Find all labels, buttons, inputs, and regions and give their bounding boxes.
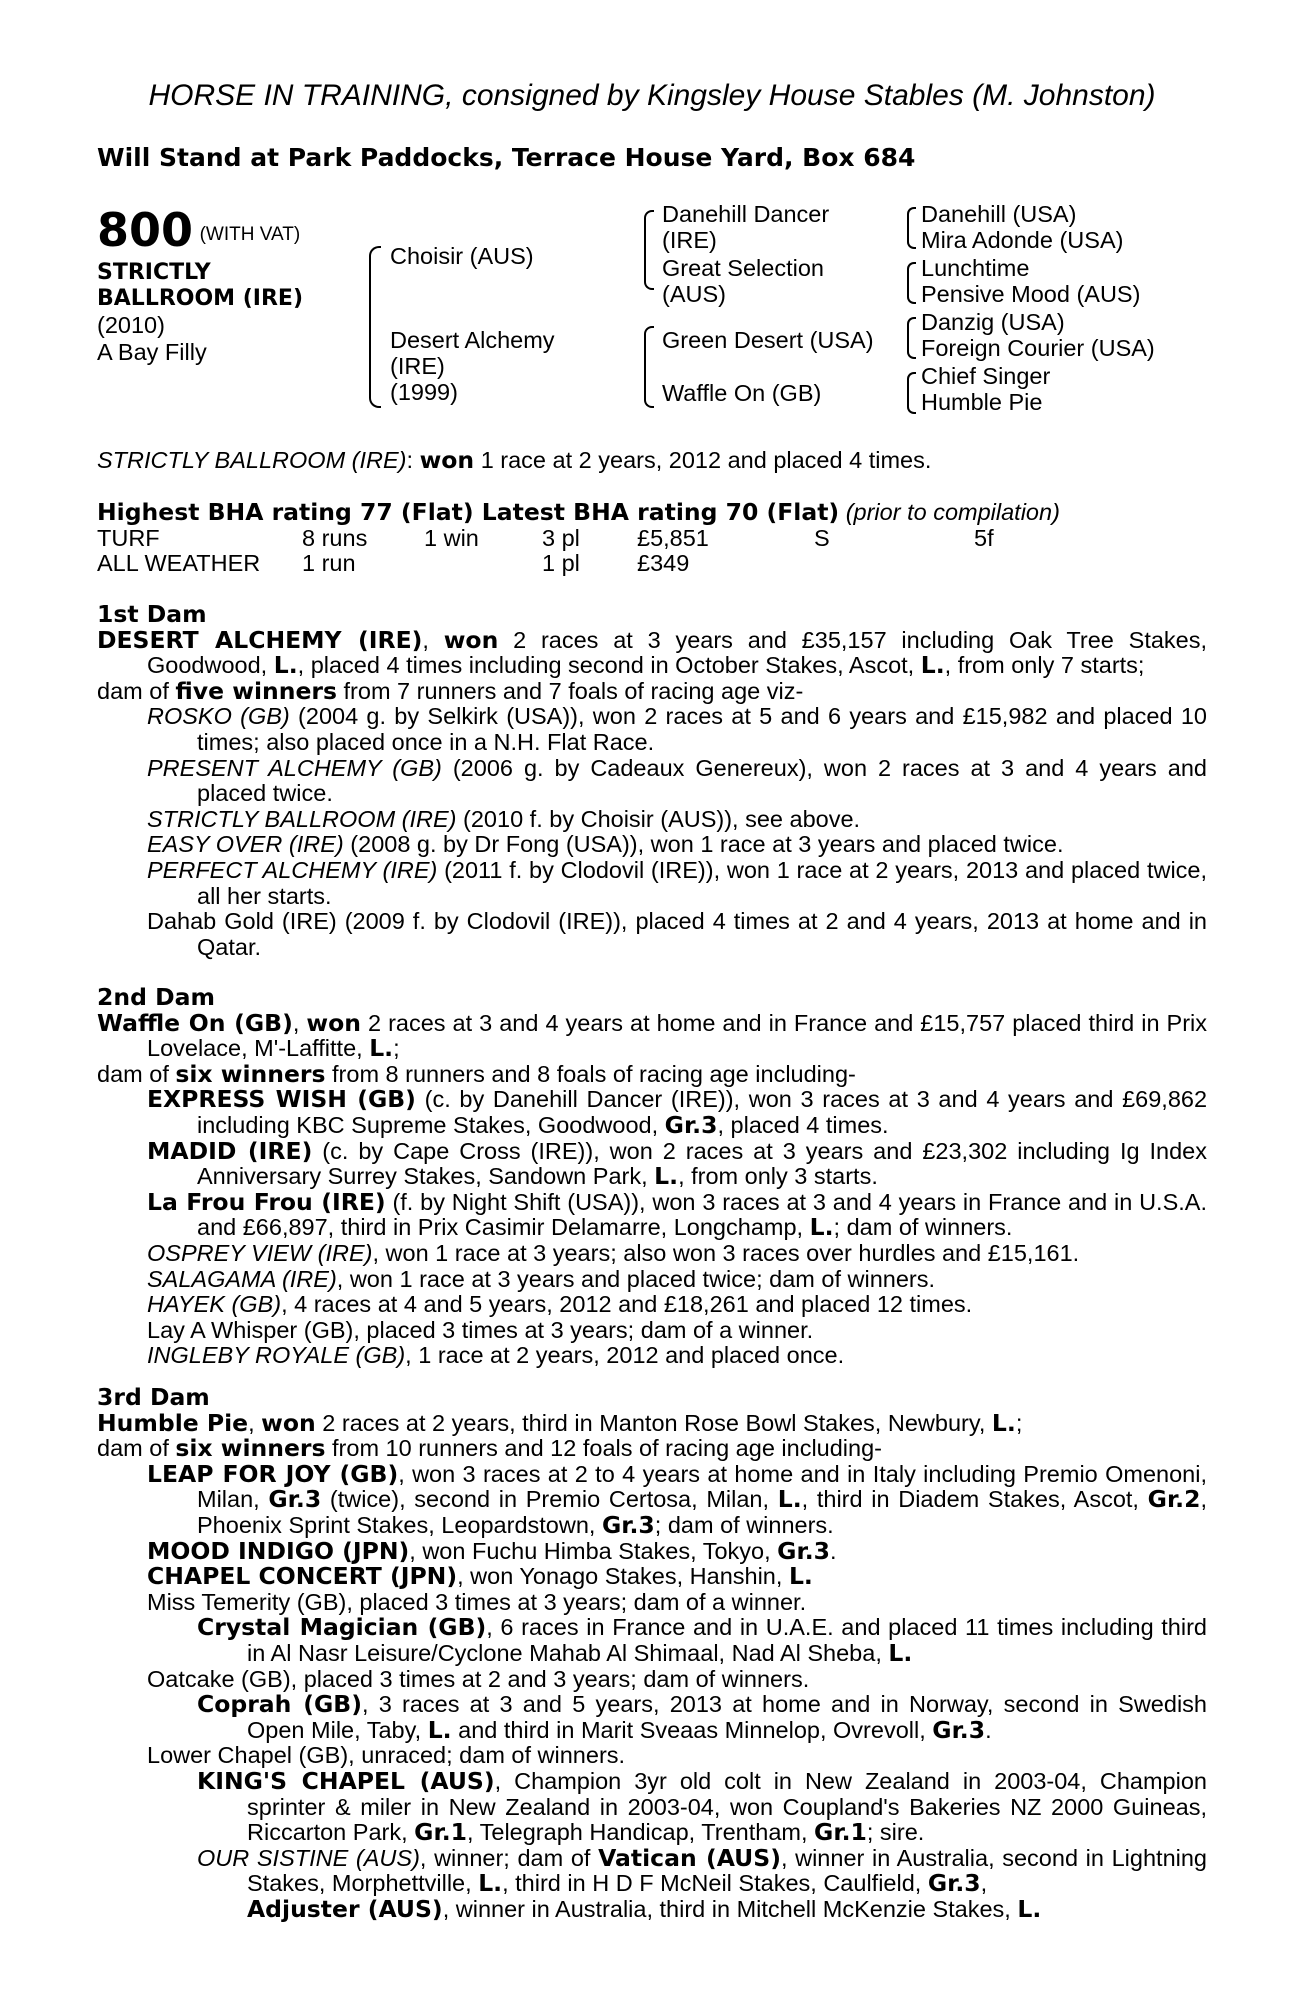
produce-item — [97, 1743, 1207, 1769]
listed-grade: L. — [788, 1562, 813, 1591]
ss-dam: Mira Adonde (USA) — [921, 227, 1124, 253]
third-dam-damof-rest: from 10 runners and 12 foals of racing age including- — [332, 1435, 882, 1462]
aw-placed: 1 pl — [542, 550, 580, 577]
produce-text: (2008 g. by Dr Fong (USA)), won 1 race at 3 years and placed twice. — [350, 831, 1064, 858]
produce-text: (f. by Night Shift (USA)), won 3 races at 3 and 4 years in France and in U.S.A. and £66,897, third in Prix Casimir Delamarre, Longchamp, — [197, 1188, 1207, 1241]
group-grade: Gr.1 — [414, 1818, 467, 1847]
third-dam-heading: 3rd Dam — [97, 1383, 210, 1411]
produce-item — [97, 1136, 1207, 1191]
summary-text: 1 race at 2 years, 2012 and placed 4 times. — [480, 447, 932, 473]
summary-won: won — [419, 446, 475, 474]
produce-name: ROSKO (GB) — [147, 703, 290, 730]
third-dam-text-end: ; — [1015, 1409, 1023, 1436]
ds-dam: Foreign Courier (USA) — [921, 335, 1155, 361]
third-dam-produce-intro — [97, 1436, 1207, 1462]
turf-distance: 5f — [974, 524, 994, 551]
third-dam-damof: dam of — [97, 1435, 169, 1462]
horse-name-line1: STRICTLY — [97, 260, 211, 285]
third-dam-winners: six winners — [175, 1434, 326, 1463]
first-dam-won: won — [443, 625, 499, 654]
horse-year: (2010) — [97, 312, 165, 338]
produce-name: MADID (IRE) — [147, 1136, 313, 1165]
produce-text: , winner in Australia, third in Mitchell McKenzie Stakes, — [442, 1895, 1011, 1922]
produce-text: , won 3 races at 2 to 4 years at home and in Italy including Premio Omenoni, Milan, — [197, 1460, 1207, 1513]
produce-name: OSPREY VIEW (IRE) — [147, 1239, 373, 1266]
produce-item — [97, 1590, 1207, 1616]
second-dam-won: won — [306, 1008, 361, 1037]
summary-name: STRICTLY BALLROOM (IRE) — [97, 447, 407, 473]
produce-text: , winner in Australia, second in Lightning Stakes, Morphettville, — [247, 1844, 1207, 1897]
produce-item — [97, 1564, 1207, 1590]
produce-text: , third in Diadem Stakes, Ascot, — [801, 1486, 1139, 1513]
brace-gen3-1 — [907, 207, 916, 249]
produce-text: , won 1 race at 3 years and placed twice; dam of winners. — [336, 1265, 936, 1292]
produce-text: , — [980, 1870, 988, 1897]
produce-text: , won Yonago Stakes, Hanshin, — [457, 1563, 783, 1590]
second-dam-heading: 2nd Dam — [97, 983, 215, 1011]
produce-item — [97, 1536, 1207, 1565]
second-dam-name: Waffle On (GB) — [97, 1008, 293, 1037]
page-header: HORSE IN TRAINING, consigned by Kingsley House Stables (M. Johnston) — [148, 79, 1156, 112]
second-dam-listed: L. — [369, 1034, 394, 1063]
first-dam-damof: dam of — [97, 677, 169, 704]
produce-text: (c. by Danehill Dancer (IRE)), won 3 races at 3 and 4 years and £69,862 including KBC Supreme Stakes, Goodwood, — [197, 1086, 1208, 1138]
stand-location: Will Stand at Park Paddocks, Terrace House Yard, Box 684 — [97, 143, 916, 172]
produce-item — [97, 807, 1207, 833]
dam-line3: (1999) — [390, 379, 458, 405]
turf-placed: 3 pl — [542, 524, 580, 551]
produce-item — [97, 1318, 1207, 1344]
produce-item — [97, 1087, 1207, 1138]
brace-gen2-dam — [644, 326, 654, 408]
produce-name: SALAGAMA (IRE) — [147, 1265, 337, 1292]
produce-item — [97, 1667, 1207, 1693]
sire-sire-line2: (IRE) — [662, 227, 717, 253]
group-grade: Gr.3 — [927, 1869, 981, 1898]
dd-dam: Humble Pie — [921, 389, 1043, 415]
produce-item — [97, 1187, 1207, 1242]
produce-item — [97, 1843, 1207, 1898]
produce-item — [97, 1459, 1207, 1539]
produce-text: ; dam of winners. — [654, 1511, 834, 1538]
second-dam-section — [97, 985, 1207, 1369]
first-dam-produce-intro — [97, 676, 1207, 705]
brace-gen2-sire — [644, 210, 654, 290]
first-dam-listed2: L. — [920, 651, 945, 680]
produce-item — [97, 1267, 1207, 1293]
second-dam-record: Waffle On (GB), won 2 races at 3 and 4 years at home and in France and £15,757 placed third in Prix Lovelace, M'-Laffitte, L.; — [97, 1008, 1207, 1063]
sire-dam-line2: (AUS) — [662, 281, 726, 307]
turf-label: TURF — [97, 524, 160, 551]
produce-item — [97, 704, 1207, 755]
produce-text: , from only 3 starts. — [678, 1163, 878, 1190]
produce-item — [97, 1766, 1207, 1847]
produce-name: Vatican (AUS) — [598, 1843, 781, 1872]
produce-text: Dahab Gold (IRE) (2009 f. by Clodovil (IRE)), placed 4 times at 2 and 4 years, 2013 at home and in Qatar. — [147, 908, 1207, 960]
listed-grade: L. — [809, 1213, 834, 1242]
sire-dam-line1: Great Selection — [662, 255, 824, 281]
sire-sire-line1: Danehill Dancer — [662, 201, 830, 227]
first-dam-record: DESERT ALCHEMY (IRE), won 2 races at 3 years and £35,157 including Oak Tree Stakes, Goodwood, L., placed 4 times including second in October Stakes, Ascot, L., from only 7 starts; — [97, 625, 1208, 680]
lot-number: 800 — [97, 203, 194, 257]
produce-name: La Frou Frou (IRE) — [147, 1187, 386, 1216]
produce-text: . — [985, 1716, 992, 1743]
produce-text: (2011 f. by Clodovil (IRE)), won 1 race at 2 years, 2013 and placed twice, all her starts. — [197, 856, 1208, 909]
group-grade: Gr.2 — [1147, 1485, 1201, 1514]
horse-description: A Bay Filly — [97, 339, 207, 365]
produce-name: STRICTLY BALLROOM (IRE) — [147, 805, 457, 832]
brace-gen3-4 — [907, 372, 916, 414]
produce-text: , 4 races at 4 and 5 years, 2012 and £18,261 and placed 12 times. — [281, 1291, 973, 1318]
produce-name: MOOD INDIGO (JPN) — [147, 1536, 410, 1565]
produce-item — [97, 858, 1207, 909]
first-dam-text2: , placed 4 times including second in October Stakes, Ascot, — [297, 652, 915, 679]
produce-text: , placed 4 times. — [717, 1111, 889, 1138]
group-grade: Gr.3 — [268, 1485, 322, 1514]
produce-name: EASY OVER (IRE) — [147, 831, 344, 858]
ds-sire: Danzig (USA) — [921, 309, 1065, 335]
ratings-note: (prior to compilation) — [845, 499, 1060, 525]
listed-grade: L. — [427, 1715, 452, 1744]
first-dam-damof-rest: from 7 runners and 7 foals of racing age viz- — [343, 677, 804, 704]
produce-text: , Champion 3yr old colt in New Zealand in 2003-04, Champion sprinter & miler in New Zealand in 2003-04, won Coupland's Bakeries NZ 2000 Guineas, Riccarton Park, — [247, 1767, 1207, 1846]
produce-text: . — [829, 1537, 837, 1564]
produce-text: , winner; dam of — [419, 1844, 591, 1871]
second-dam-produce-intro — [97, 1059, 1207, 1088]
aw-earnings: £349 — [637, 550, 690, 577]
listed-grade: L. — [654, 1162, 679, 1191]
produce-name: LEAP FOR JOY (GB) — [147, 1459, 399, 1488]
produce-text: , won Fuchu Himba Stakes, Tokyo, — [409, 1537, 771, 1564]
produce-text: , won 1 race at 3 years; also won 3 races over hurdles and £15,161. — [372, 1239, 1080, 1266]
produce-name: EXPRESS WISH (GB) — [147, 1085, 416, 1114]
horse-name-line2: BALLROOM (IRE) — [97, 286, 303, 311]
brace-gen1 — [369, 246, 381, 408]
produce-item — [97, 1343, 1207, 1369]
turf-earnings: £5,851 — [637, 524, 709, 551]
produce-name: PERFECT ALCHEMY (IRE) — [147, 856, 438, 883]
dd-sire: Chief Singer — [921, 363, 1051, 389]
turf-row — [97, 526, 1207, 552]
produce-item — [97, 909, 1207, 960]
dam-sire: Green Desert (USA) — [662, 327, 874, 353]
listed-grade: L. — [478, 1869, 503, 1898]
aw-label: ALL WEATHER — [97, 550, 261, 577]
sd-dam: Pensive Mood (AUS) — [921, 281, 1141, 307]
produce-item — [97, 756, 1207, 807]
brace-gen3-2 — [907, 262, 916, 304]
turf-runs: 8 runs — [302, 524, 368, 551]
group-grade: Gr.1 — [814, 1818, 867, 1847]
listed-grade: L. — [777, 1485, 802, 1514]
lot-number-line — [97, 205, 300, 255]
sd-sire: Lunchtime — [921, 255, 1030, 281]
sire: Choisir (AUS) — [390, 243, 534, 269]
produce-item — [97, 1241, 1207, 1267]
second-dam-text-end: ; — [393, 1035, 400, 1062]
produce-text: Miss Temerity (GB), placed 3 times at 3 years; dam of a winner. — [147, 1588, 807, 1615]
listed-grade: L. — [888, 1638, 913, 1667]
produce-text: Oatcake (GB), placed 3 times at 2 and 3 years; dam of winners. — [147, 1665, 810, 1692]
first-dam-text1: 2 races at 3 years and £35,157 including Oak Tree Stakes, Goodwood, — [147, 626, 1208, 679]
first-dam-text3: , from only 7 starts; — [944, 652, 1145, 679]
produce-item — [97, 1894, 1207, 1923]
produce-name: KING'S CHAPEL (AUS) — [197, 1766, 495, 1795]
produce-item — [97, 832, 1207, 858]
ratings-title: Highest BHA rating 77 (Flat) Latest BHA rating 70 (Flat) — [97, 498, 840, 526]
produce-text: , 3 races at 3 and 5 years, 2013 at home and in Norway, second in Swedish Open Mile, Taby, — [247, 1691, 1207, 1743]
second-dam-damof-rest: from 8 runners and 8 foals of racing age including- — [332, 1060, 856, 1087]
produce-name: PRESENT ALCHEMY (GB) — [147, 754, 442, 781]
produce-text: (2004 g. by Selkirk (USA)), won 2 races at 5 and 6 years and £15,982 and placed 10 times; also placed once in a N.H. Flat Race. — [197, 703, 1207, 755]
first-dam-winners: five winners — [175, 676, 337, 705]
third-dam-record: Humble Pie, won 2 races at 2 years, third in Manton Rose Bowl Stakes, Newbury, L.; — [97, 1408, 1023, 1437]
second-dam-winners: six winners — [175, 1059, 326, 1088]
produce-text: (c. by Cape Cross (IRE)), won 2 races at 3 years and £23,302 including Ig Index Anniversary Surrey Stakes, Sandown Park, — [197, 1137, 1207, 1190]
produce-item — [97, 1692, 1207, 1743]
produce-name: HAYEK (GB) — [147, 1291, 282, 1318]
first-dam-name: DESERT ALCHEMY (IRE) — [97, 625, 423, 654]
produce-text: , third in H D F McNeil Stakes, Caulfield, — [502, 1870, 922, 1897]
produce-item — [97, 1292, 1207, 1318]
second-dam-damof: dam of — [97, 1060, 169, 1087]
produce-name: OUR SISTINE (AUS) — [197, 1844, 420, 1871]
produce-text: (2010 f. by Choisir (AUS)), see above. — [463, 805, 861, 832]
produce-text: , 1 race at 2 years, 2012 and placed once. — [405, 1342, 845, 1369]
dam-line2: (IRE) — [390, 353, 445, 379]
vat-note: (WITH VAT) — [199, 224, 301, 245]
third-dam-text1: 2 races at 2 years, third in Manton Rose Bowl Stakes, Newbury, — [322, 1409, 986, 1436]
dam-dam: Waffle On (GB) — [662, 380, 822, 406]
produce-item — [97, 1615, 1207, 1666]
group-grade: Gr.3 — [664, 1110, 718, 1139]
group-grade: Gr.3 — [777, 1536, 830, 1565]
produce-name: Coprah (GB) — [197, 1690, 362, 1719]
produce-text: Lay A Whisper (GB), placed 3 times at 3 years; dam of a winner. — [147, 1316, 814, 1343]
first-dam-heading: 1st Dam — [97, 600, 207, 628]
produce-text: and third in Marit Sveaas Minnelop, Ovrevoll, — [458, 1716, 926, 1743]
group-grade: Gr.3 — [601, 1510, 655, 1539]
produce-text: ; sire. — [866, 1819, 925, 1846]
produce-name: Crystal Magician (GB) — [197, 1613, 487, 1642]
produce-text: , Telegraph Handicap, Trentham, — [466, 1819, 808, 1846]
produce-text: , Phoenix Sprint Stakes, Leopardstown, — [197, 1486, 1207, 1538]
produce-text: Lower Chapel (GB), unraced; dam of winners. — [147, 1742, 626, 1769]
first-dam-section — [97, 602, 1207, 960]
ratings-block — [97, 500, 1207, 577]
produce-name: INGLEBY ROYALE (GB) — [147, 1342, 406, 1369]
group-grade: Gr.3 — [932, 1715, 986, 1744]
listed-grade: L. — [1017, 1894, 1042, 1923]
produce-name: CHAPEL CONCERT (JPN) — [147, 1562, 458, 1591]
summary-colon: : — [406, 447, 414, 473]
third-dam-name: Humble Pie — [97, 1408, 249, 1437]
aw-runs: 1 run — [302, 550, 356, 577]
turf-wins: 1 win — [424, 524, 479, 551]
ss-sire: Danehill (USA) — [921, 201, 1077, 227]
aw-row — [97, 551, 1207, 577]
turf-going: S — [814, 524, 830, 551]
second-dam-text1: 2 races at 3 and 4 years at home and in France and £15,757 placed third in Prix Lovelace, M'-Laffitte, — [147, 1009, 1207, 1062]
brace-gen3-3 — [907, 317, 916, 359]
produce-text: ; dam of winners. — [833, 1214, 1013, 1241]
produce-name: Adjuster (AUS) — [247, 1894, 443, 1923]
produce-text: (twice), second in Premio Certosa, Milan, — [329, 1486, 770, 1513]
produce-text: , 6 races in France and in U.A.E. and placed 11 times including third in Al Nasr Leisure/Cyclone Mahab Al Shimaal, Nad Al Sheba, — [247, 1614, 1207, 1666]
third-dam-won: won — [261, 1408, 316, 1437]
dam-line1: Desert Alchemy — [390, 327, 555, 353]
first-dam-listed1: L. — [273, 651, 298, 680]
third-dam-listed: L. — [991, 1408, 1016, 1437]
race-summary — [97, 448, 1207, 474]
pedigree-block — [97, 200, 1207, 430]
third-dam-section — [97, 1385, 1207, 1922]
produce-text: (2006 g. by Cadeaux Genereux), won 2 races at 3 and 4 years and placed twice. — [197, 754, 1207, 807]
